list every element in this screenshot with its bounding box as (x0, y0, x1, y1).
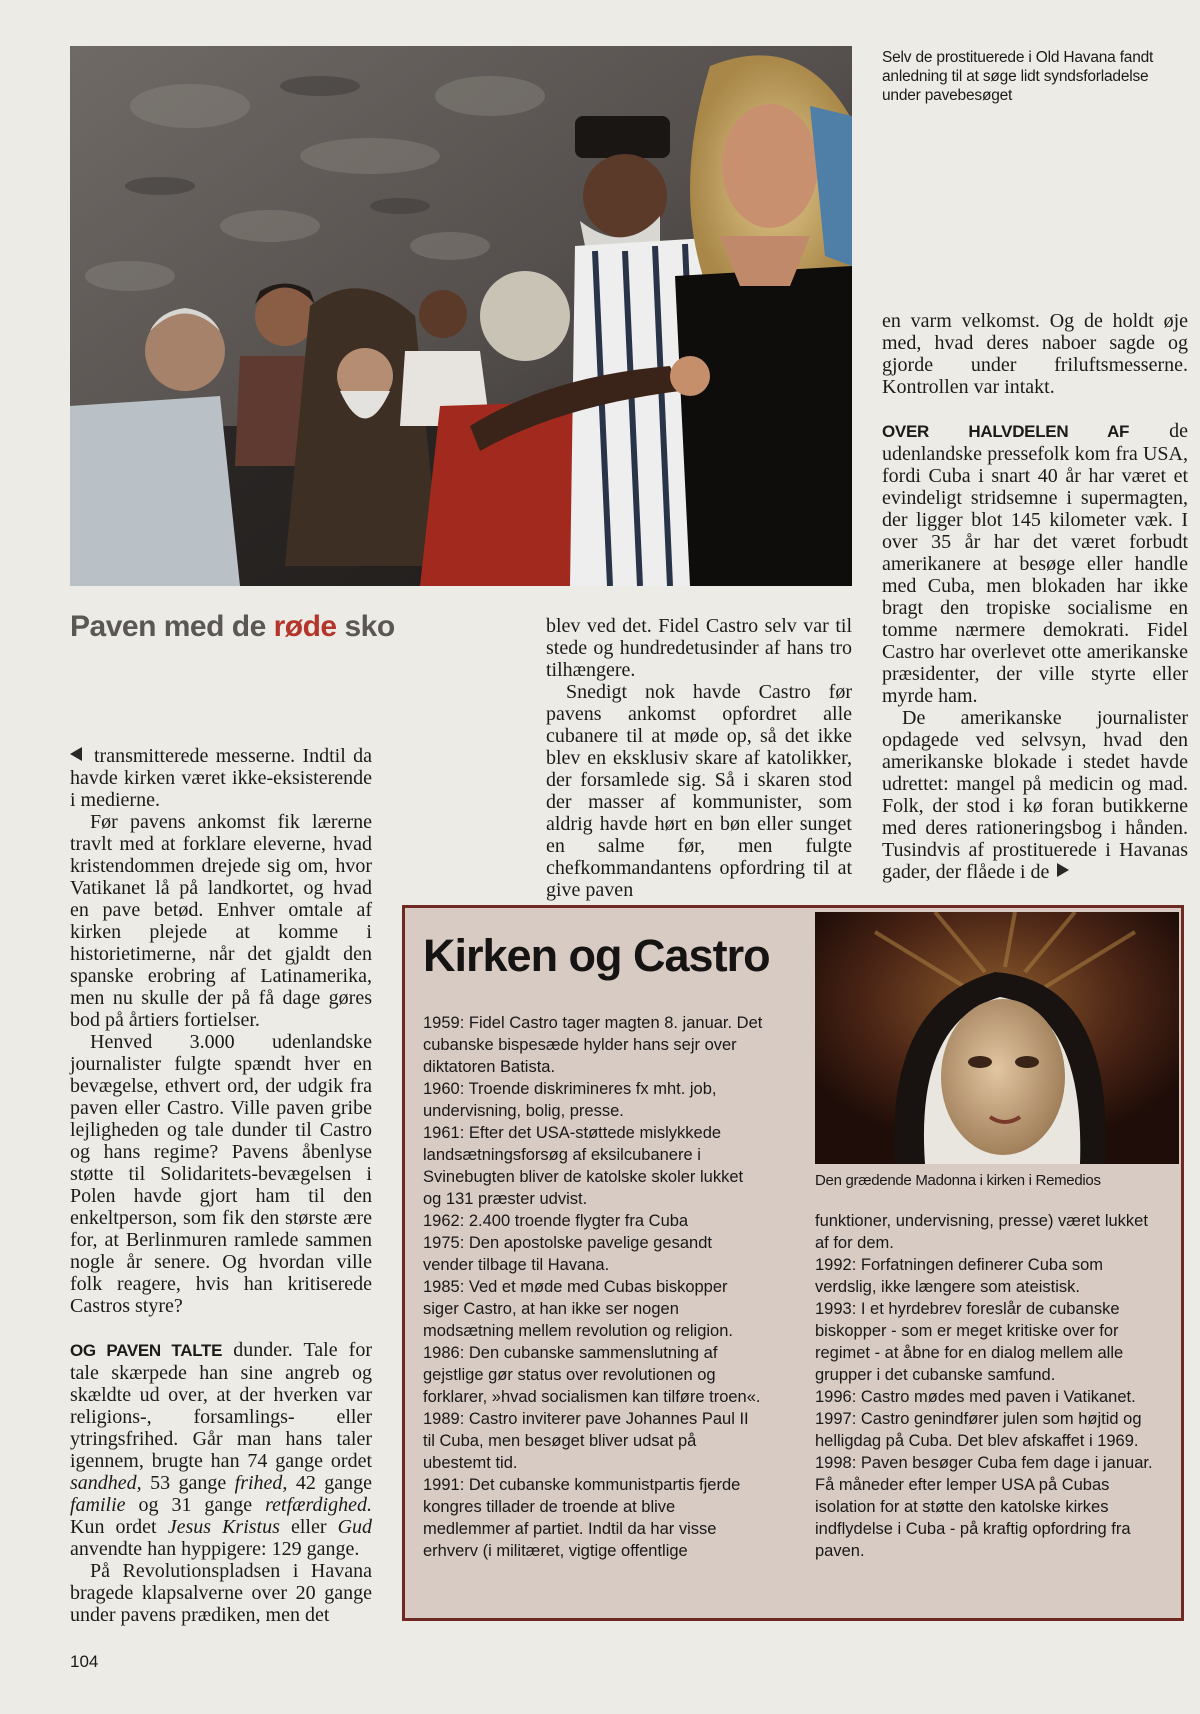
timeline-entry: 1961: Efter det USA-støttede mislykkede landsætningsforsøg af eksilcubanere i Svinebugten bliver de katolske skoler lukket og 131 præster udvist. (423, 1124, 744, 1208)
col3-paragraph-2 (882, 420, 1188, 707)
timeline-entry: 1993: I et hyrdebrev foreslår de cubanske biskopper - som er meget kritiske over for regimet - at åbne for en dialog mellem alle grupper i det cubanske samfund. (815, 1300, 1124, 1384)
photo-caption: Selv de prostituerede i Old Havana fandt anledning til at søge lidt syndsforladelse under pavebesøget (882, 49, 1154, 104)
word-familie: familie (70, 1494, 126, 1516)
timeline-entry: 1998: Paven besøger Cuba fem dage i januar. Få måneder efter lemper USA på Cubas isolation for at støtte den katolske kirkes indflydelse i Cuba - på kraftig opfordring fra paven. (815, 1454, 1153, 1560)
timeline-entry: 1997: Castro genindfører julen som højtid og helligdag på Cuba. Det blev afskaffet i 1969. (815, 1410, 1142, 1450)
word-jesus-kristus: Jesus Kristus (167, 1516, 280, 1538)
arrow-right-icon (1057, 863, 1069, 877)
word-retfaerdighed: retfærdighed. (265, 1494, 372, 1516)
article-column-3 (882, 310, 1188, 883)
word-gud: Gud (337, 1516, 373, 1538)
col1-paragraph-5: På Revolutionspladsen i Havana bragede klapsalverne over 20 gange under pavens prædiken, men det (70, 1560, 372, 1626)
col3-paragraph-3 (882, 707, 1188, 883)
word-sandhed: sandhed, (70, 1472, 142, 1494)
headline-part2: sko (336, 610, 395, 643)
timeline-entry: 1960: Troende diskrimineres fx mht. job, undervisning, bolig, presse. (423, 1080, 717, 1120)
timeline-entry: 1986: Den cubanske sammenslutning af gejstlige gør status over revolutionen og forklarer, »hvad socialismen kan tilføre troen«. (423, 1344, 761, 1406)
timeline-entry: 1996: Castro mødes med paven i Vatikanet. (815, 1388, 1136, 1406)
col1-text-d: og 31 gange (125, 1494, 266, 1516)
madonna-photo (815, 912, 1179, 1164)
col2-paragraph-2: Snedigt nok havde Castro før pavens ankomst opfordret alle cubanere til at møde op, så det ikke blev en eksklusiv skare af katolikker, der forsamlede sig. Så i skaren stod der masser af kommunister, som aldrig havde hørt en bøn eller sunget en salme før, men fulgte chefkommandantens opfordring til at give paven (546, 681, 852, 901)
feature-box (402, 905, 1184, 1621)
col1-text-f: eller (279, 1516, 338, 1538)
timeline-column-1 (423, 1012, 763, 1562)
main-photo (70, 46, 852, 586)
arrow-left-icon (70, 747, 82, 761)
col3-paragraph-3-text: De amerikanske journalister opdagede ved selvsyn, hvad den amerikanske blokade i stedet havde udrettet: mangel på medicin og mad. Folk, der stod i kø foran butikkerne med deres rationeringsbog i hånden. Tusindvis af prostituerede i Havanas gader, der flåede i de (882, 707, 1188, 883)
col1-text-g: anvendte han hyppigere: 129 gange. (70, 1538, 360, 1560)
col1-paragraph-2: Før pavens ankomst fik lærerne travlt med at forklare eleverne, hvad kristendommen drejede sig om, hvor Vatikanet lå på landkortet, og hvad en pave betød. Enhver omtale af kirken plejede at komme i historietimerne, når det gjaldt den spanske erobring af Latinamerika, men nu skulle der på få dage gøres bod på årtiers fortielser. (70, 811, 372, 1031)
col1-text-c: 42 gange (287, 1472, 372, 1494)
word-frihed: frihed, (234, 1472, 288, 1494)
timeline-entry: 1959: Fidel Castro tager magten 8. januar. Det cubanske bispesæde hylder hans sejr over diktatoren Batista. (423, 1014, 763, 1076)
timeline-column-2 (815, 1210, 1165, 1562)
col1-text-a: dunder. Tale for tale skærpede han sine angreb og skældte ud over, at der hverken var religions-, forsamlings- eller ytringsfrihed. Går man hans taler igennem, brugte han 74 gange ordet (70, 1339, 372, 1472)
col3-paragraph-2-text: de udenlandske pressefolk kom fra USA, fordi Cuba i snart 40 år har været et evindeligt stridsemne i supermagten, der ligger blot 145 kilometer væk. I over 35 år har det været forbudt amerikanere at besøge eller handle med Cuba, men blokaden har ikke bragt den tropiske socialisme en tomme nærmere demokrati. Fidel Castro har overlevet otte amerikanske præsidenter, der ville styrte eller myrde ham. (882, 420, 1188, 707)
timeline-entry: 1962: 2.400 troende flygter fra Cuba (423, 1212, 689, 1230)
col1-paragraph-4 (70, 1339, 372, 1560)
timeline-entry: 1975: Den apostolske pavelige gesandt vender tilbage til Havana. (423, 1234, 712, 1274)
article-column-1 (70, 745, 372, 1626)
timeline-entry: 1992: Forfatningen definerer Cuba som verdslig, ikke længere som ateistisk. (815, 1256, 1104, 1296)
article-column-2 (546, 615, 852, 901)
timeline-entry: 1989: Castro inviterer pave Johannes Paul II til Cuba, men besøget bliver udsat på ubestemt tid. (423, 1410, 749, 1472)
page-number: 104 (70, 1652, 99, 1671)
timeline-entry: funktioner, undervisning, presse) været lukket af for dem. (815, 1212, 1148, 1252)
col1-text-e: Kun ordet (70, 1516, 168, 1538)
col3-paragraph-1: en varm velkomst. Og de holdt øje med, hvad deres naboer sagde og gjorde under friluftsmesserne. Kontrollen var intakt. (882, 310, 1188, 398)
col1-lead-in: OG PAVEN TALTE (70, 1341, 223, 1360)
col3-lead-in: OVER HALVDELEN AF (882, 422, 1130, 441)
col1-text-b: 53 gange (141, 1472, 235, 1494)
timeline-entry: 1991: Det cubanske kommunistpartis fjerde kongres tillader de troende at blive medlemmer af partiet. Indtil da har visse erhverv (i militæret, vigtige offentlige (423, 1476, 741, 1560)
headline-part1: Paven med de (70, 610, 274, 643)
headline-highlight: røde (273, 610, 337, 643)
timeline-entry: 1985: Ved et møde med Cubas biskopper siger Castro, at han ikke ser nogen modsætning mellem revolution og religion. (423, 1278, 733, 1340)
col1-paragraph-1: transmitterede messerne. Indtil da havde kirken været ikke-eksisterende i medierne. (70, 745, 372, 811)
col1-paragraph-3: Henved 3.000 udenlandske journalister fulgte spændt hver en bevægelse, ethvert ord, der udgik fra paven eller Castro. Ville paven gribe lejligheden og tale dunder til Castro og hans regime? Pavens åbenlyse støtte til Solidaritets-bevægelsen i Polen havde gjort ham til den enkeltperson, som fik den største ære for, at Berlinmuren ramlede sammen nogle år senere. Og hvordan ville folk reagere, hvis han kritiserede Castros styre? (70, 1031, 372, 1317)
col2-paragraph-1: blev ved det. Fidel Castro selv var til stede og hundredetusinder af hans tro tilhængere. (546, 615, 852, 681)
article-headline (70, 610, 395, 644)
feature-box-title: Kirken og Castro (423, 930, 770, 981)
madonna-caption: Den grædende Madonna i kirken i Remedios (815, 1172, 1101, 1189)
